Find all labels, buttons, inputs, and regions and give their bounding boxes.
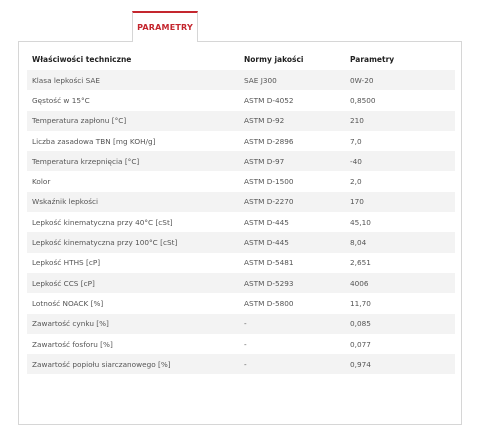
cell-standard: - — [239, 354, 345, 374]
column-header-standard: Normy jakości — [244, 55, 304, 64]
cell-property: Temperatura zapłonu [°C] — [27, 111, 239, 131]
cell-property: Wskaźnik lepkości — [27, 192, 239, 212]
cell-standard: ASTM D-97 — [239, 151, 345, 171]
cell-standard: ASTM D-5293 — [239, 273, 345, 293]
table-header-row — [27, 49, 455, 70]
cell-property: Lepkość kinematyczna przy 100°C [cSt] — [27, 232, 239, 252]
cell-property: Lepkość kinematyczna przy 40°C [cSt] — [27, 212, 239, 232]
table-row — [27, 90, 455, 110]
cell-value: 2,0 — [345, 171, 455, 191]
cell-standard: ASTM D-5800 — [239, 293, 345, 313]
cell-value: 170 — [345, 192, 455, 212]
tab-parametry[interactable] — [132, 11, 198, 42]
cell-value: 210 — [345, 111, 455, 131]
cell-standard: ASTM D-92 — [239, 111, 345, 131]
cell-property: Lepkość HTHS [cP] — [27, 253, 239, 273]
column-header-property: Właściwości techniczne — [32, 55, 132, 64]
cell-value: 0,8500 — [345, 90, 455, 110]
table-row — [27, 253, 455, 273]
table-row — [27, 151, 455, 171]
cell-standard: - — [239, 334, 345, 354]
table-body — [27, 70, 455, 374]
table-row — [27, 171, 455, 191]
cell-value: 0,974 — [345, 354, 455, 374]
table-row — [27, 131, 455, 151]
cell-standard: ASTM D-1500 — [239, 171, 345, 191]
cell-value: 45,10 — [345, 212, 455, 232]
cell-property: Zawartość fosforu [%] — [27, 334, 239, 354]
cell-property: Zawartość cynku [%] — [27, 314, 239, 334]
cell-value: 0W-20 — [345, 70, 455, 90]
table-row — [27, 334, 455, 354]
cell-property: Lotność NOACK [%] — [27, 293, 239, 313]
cell-value: 2,651 — [345, 253, 455, 273]
cell-value: 7,0 — [345, 131, 455, 151]
cell-property: Klasa lepkości SAE — [27, 70, 239, 90]
cell-property: Liczba zasadowa TBN [mg KOH/g] — [27, 131, 239, 151]
cell-property: Zawartość popiołu siarczanowego [%] — [27, 354, 239, 374]
table-row — [27, 111, 455, 131]
cell-standard: - — [239, 314, 345, 334]
table-row — [27, 70, 455, 90]
tab-label: PARAMETRY — [137, 23, 193, 32]
table-row — [27, 314, 455, 334]
cell-standard: ASTM D-4052 — [239, 90, 345, 110]
table-row — [27, 192, 455, 212]
cell-value: 0,077 — [345, 334, 455, 354]
parameters-table — [27, 49, 455, 374]
cell-standard: ASTM D-5481 — [239, 253, 345, 273]
cell-standard: ASTM D-2896 — [239, 131, 345, 151]
cell-property: Kolor — [27, 171, 239, 191]
cell-property: Temperatura krzepnięcia [°C] — [27, 151, 239, 171]
cell-standard: SAE J300 — [239, 70, 345, 90]
cell-property: Lepkość CCS [cP] — [27, 273, 239, 293]
cell-standard: ASTM D-2270 — [239, 192, 345, 212]
table-row — [27, 212, 455, 232]
cell-value: 11,70 — [345, 293, 455, 313]
cell-property: Gęstość w 15°C — [27, 90, 239, 110]
cell-value: 0,085 — [345, 314, 455, 334]
parameters-panel — [18, 41, 462, 425]
cell-value: 4006 — [345, 273, 455, 293]
cell-standard: ASTM D-445 — [239, 232, 345, 252]
column-header-value: Parametry — [350, 55, 395, 64]
table-row — [27, 293, 455, 313]
cell-value: 8,04 — [345, 232, 455, 252]
cell-value: -40 — [345, 151, 455, 171]
cell-standard: ASTM D-445 — [239, 212, 345, 232]
table-row — [27, 232, 455, 252]
table-row — [27, 354, 455, 374]
table-row — [27, 273, 455, 293]
